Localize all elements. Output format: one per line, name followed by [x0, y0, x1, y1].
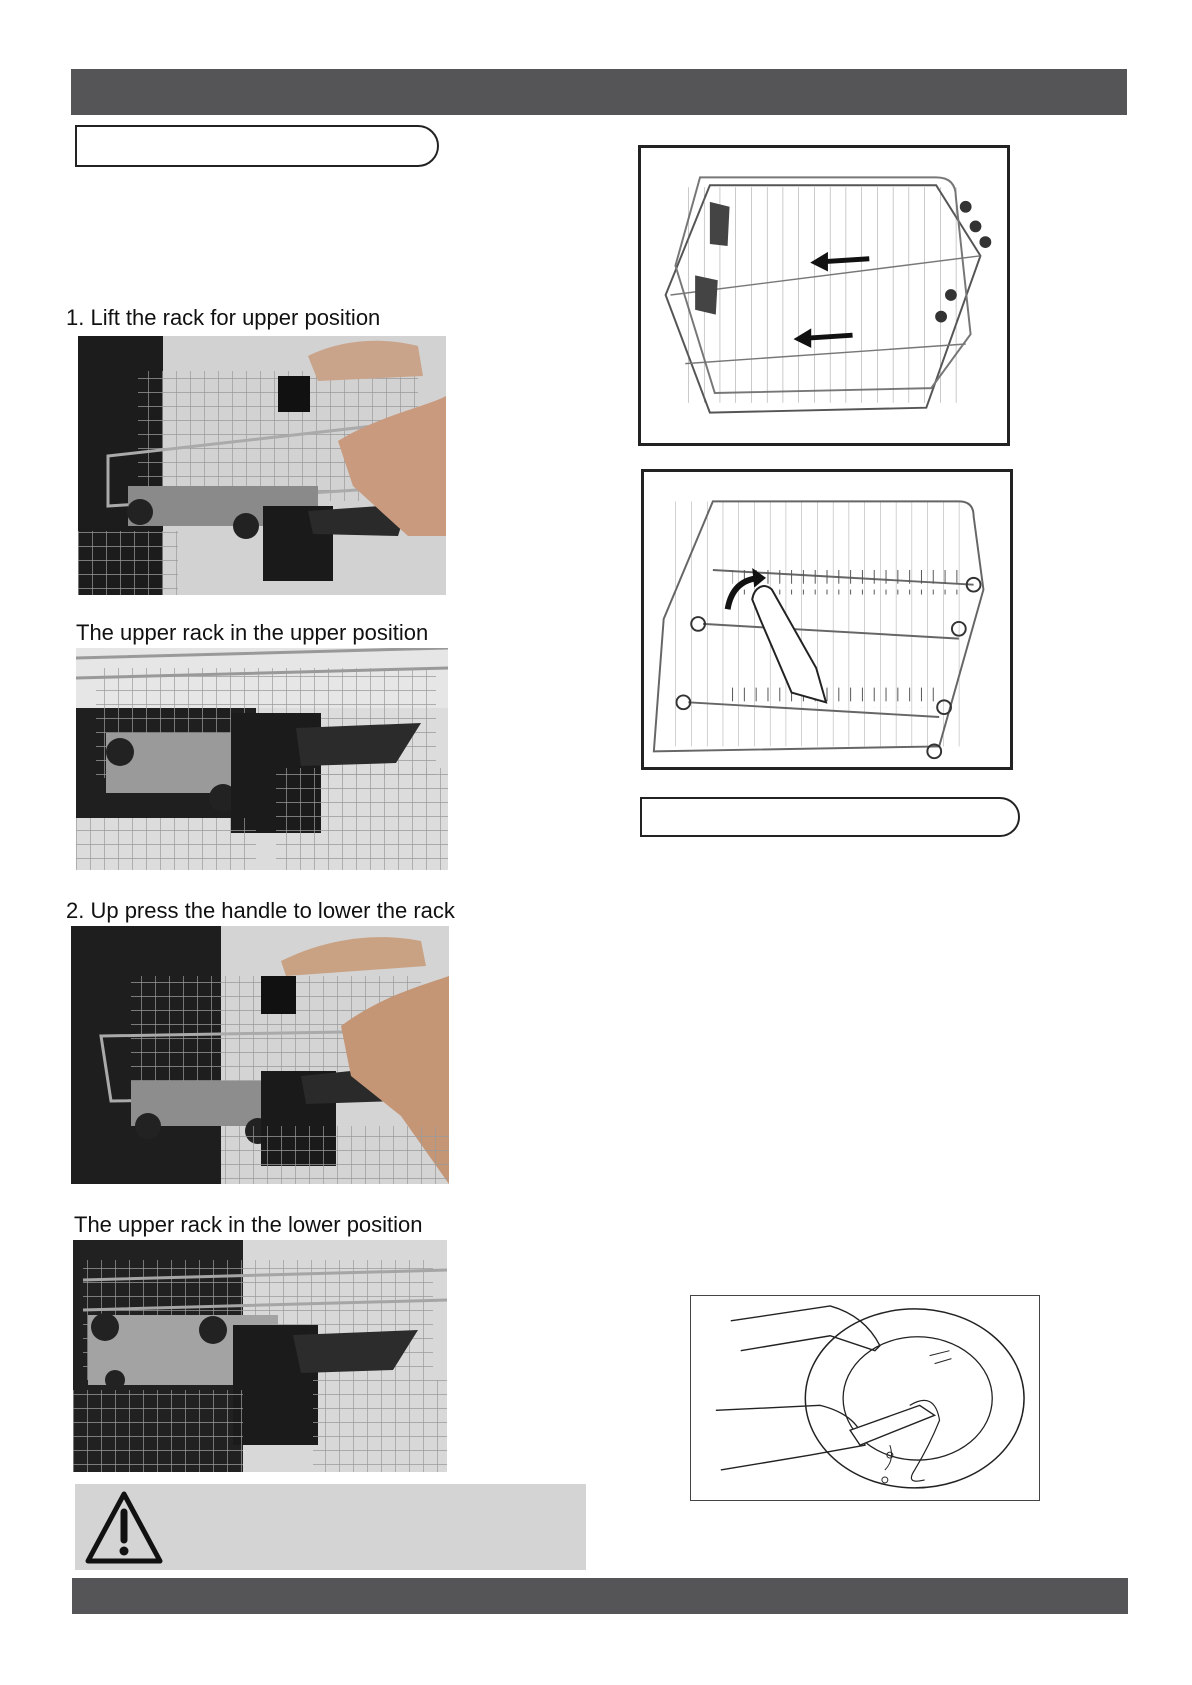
diagram-rack-arrows — [638, 145, 1010, 446]
photo-lower-position — [73, 1240, 447, 1472]
footer-bar — [72, 1578, 1128, 1614]
diagram-rack-hand — [641, 469, 1013, 770]
warning-triangle-icon — [85, 1490, 163, 1566]
lower-position-caption: The upper rack in the lower position — [74, 1212, 423, 1237]
step1-caption: 1. Lift the rack for upper position — [66, 305, 381, 330]
header-bar — [71, 69, 1127, 115]
step2-caption: 2. Up press the handle to lower the rack — [66, 898, 455, 923]
warning-panel — [75, 1484, 586, 1570]
illustration-scrape-plate — [690, 1295, 1040, 1501]
section-heading-box-left — [75, 125, 439, 167]
photo-lift-rack — [78, 336, 446, 595]
upper-position-caption: The upper rack in the upper position — [76, 620, 429, 645]
photo-upper-position — [76, 648, 448, 870]
photo-lower-rack — [71, 926, 449, 1184]
section-heading-box-right — [640, 797, 1020, 837]
